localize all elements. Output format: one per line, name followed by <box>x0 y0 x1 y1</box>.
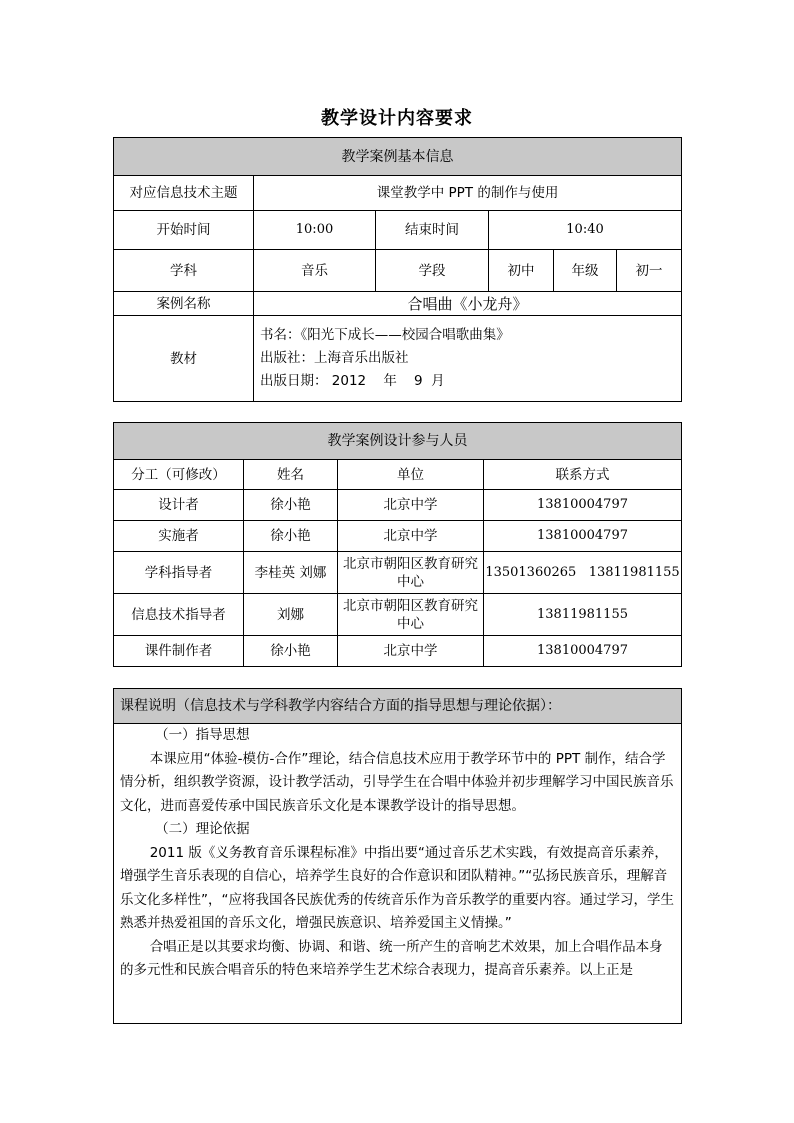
name-cell: 徐小艳 <box>244 636 338 667</box>
subject-value: 音乐 <box>254 250 376 292</box>
unit-cell: 北京中学 <box>338 636 484 667</box>
table-row <box>114 552 682 594</box>
end-time-label: 结束时间 <box>376 211 489 250</box>
column-header: 单位 <box>338 460 484 490</box>
table-row <box>114 521 682 552</box>
role-cell: 学科指导者 <box>114 552 244 594</box>
participants-header: 教学案例设计参与人员 <box>114 423 682 460</box>
table-row <box>114 636 682 667</box>
stage-label: 学段 <box>376 250 489 292</box>
unit-cell: 北京中学 <box>338 490 484 521</box>
unit-cell: 北京市朝阳区教育研究中心 <box>338 594 484 636</box>
section-paragraph: 2011 版《义务教育音乐课程标准》中指出要“通过音乐艺术实践，有效提高音乐素养，增强学生音乐表现的自信心，培养学生良好的合作意识和团队精神。”“弘扬民族音乐，理解音乐文化多样性”，“应将我国各民族优秀的传统音乐作为音乐教学的重要内容。通过学习，学生熟悉并热爱祖国的音乐文化，增强民族意识、培养爱国主义情操。” <box>120 844 674 931</box>
textbook-label: 教材 <box>114 316 254 402</box>
table-row <box>114 490 682 521</box>
topic-label: 对应信息技术主题 <box>114 176 254 211</box>
column-header: 姓名 <box>244 460 338 490</box>
start-time-label: 开始时间 <box>114 211 254 250</box>
name-cell: 刘娜 <box>244 594 338 636</box>
start-time-value: 10:00 <box>254 211 376 250</box>
course-notes-table <box>113 688 682 1024</box>
contact-cell: 13810004797 <box>484 490 682 521</box>
role-cell: 设计者 <box>114 490 244 521</box>
column-header: 分工（可修改） <box>114 460 244 490</box>
contact-cell: 13501360265 13811981155 <box>484 552 682 594</box>
case-name-value: 合唱曲《小龙舟》 <box>254 292 682 316</box>
publisher: 出版社：上海音乐出版社 <box>260 350 409 366</box>
subject-label: 学科 <box>114 250 254 292</box>
grade-value: 初一 <box>617 250 682 292</box>
unit-cell: 北京中学 <box>338 521 484 552</box>
name-cell: 徐小艳 <box>244 490 338 521</box>
textbook-details <box>254 316 682 402</box>
participants-table <box>113 422 682 667</box>
section-title: （二）理论依据 <box>155 821 250 837</box>
section-paragraph: 合唱正是以其要求均衡、协调、和谐、统一所产生的音响艺术效果，加上合唱作品本身的多元性和民族合唱音乐的特色来培养学生艺术综合表现力，提高音乐素养。以上正是 <box>120 938 663 978</box>
section-paragraph: 本课应用“体验-模仿-合作”理论，结合信息技术应用于教学环节中的 PPT 制作，结合学情分析，组织教学资源，设计教学活动，引导学生在合唱中体验并初步理解学习中国民族音乐文化，进而喜爱传承中国民族音乐文化是本课教学设计的指导思想。 <box>120 750 674 814</box>
contact-cell: 13810004797 <box>484 636 682 667</box>
contact-cell: 13810004797 <box>484 521 682 552</box>
section-title: （一）指导思想 <box>155 727 250 743</box>
basic-info-table <box>113 137 682 402</box>
stage-value: 初中 <box>489 250 554 292</box>
table-row <box>114 594 682 636</box>
name-cell: 李桂英 刘娜 <box>244 552 338 594</box>
publish-date: 出版日期： 2012 年 9 月 <box>260 373 445 389</box>
contact-cell: 13811981155 <box>484 594 682 636</box>
end-time-value: 10:40 <box>489 211 682 250</box>
page-title: 教学设计内容要求 <box>321 108 473 129</box>
topic-value: 课堂教学中 PPT 的制作与使用 <box>254 176 682 211</box>
basic-info-header: 教学案例基本信息 <box>114 138 682 176</box>
book-name: 书名：《阳光下成长——校园合唱歌曲集》 <box>260 327 510 343</box>
role-cell: 实施者 <box>114 521 244 552</box>
course-notes-body <box>114 724 682 1024</box>
course-notes-header: 课程说明（信息技术与学科教学内容结合方面的指导思想与理论依据）： <box>114 689 682 724</box>
role-cell: 课件制作者 <box>114 636 244 667</box>
case-name-label: 案例名称 <box>114 292 254 316</box>
name-cell: 徐小艳 <box>244 521 338 552</box>
role-cell: 信息技术指导者 <box>114 594 244 636</box>
grade-label: 年级 <box>554 250 617 292</box>
unit-cell: 北京市朝阳区教育研究中心 <box>338 552 484 594</box>
column-header: 联系方式 <box>484 460 682 490</box>
